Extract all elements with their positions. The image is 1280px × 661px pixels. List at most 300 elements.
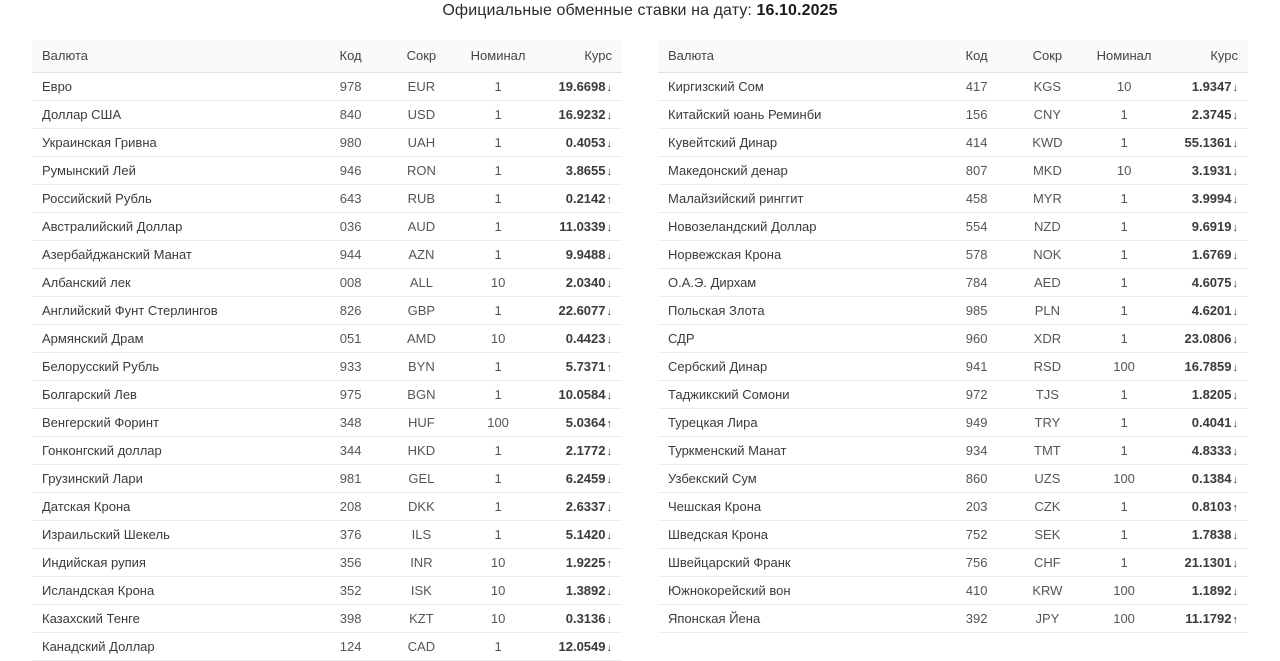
column-header-abbr[interactable]: Сокр	[386, 40, 457, 73]
cell-nominal: 1	[457, 353, 540, 381]
rate-value: 16.9232	[558, 107, 606, 122]
cell-rate	[1165, 465, 1248, 493]
cell-currency-code: 410	[941, 577, 1012, 605]
cell-rate	[539, 381, 622, 409]
arrow-down-icon: ↓	[1232, 222, 1238, 234]
cell-rate	[1165, 381, 1248, 409]
rate-value: 21.1301	[1184, 555, 1232, 570]
cell-currency-abbr: INR	[386, 549, 457, 577]
arrow-down-icon: ↓	[1232, 334, 1238, 346]
table-row[interactable]	[658, 73, 1248, 101]
arrow-down-icon: ↓	[1232, 586, 1238, 598]
cell-currency-code: 860	[941, 465, 1012, 493]
arrow-down-icon: ↓	[1232, 194, 1238, 206]
cell-rate	[539, 465, 622, 493]
cell-rate	[539, 549, 622, 577]
cell-currency-name: Польская Злота	[658, 297, 941, 325]
cell-currency-code: 417	[941, 73, 1012, 101]
cell-rate	[1165, 549, 1248, 577]
column-header-currency[interactable]: Валюта	[32, 40, 315, 73]
cell-currency-name: Малайзийский ринггит	[658, 185, 941, 213]
arrow-up-icon: ↑	[1232, 614, 1238, 626]
cell-rate	[539, 577, 622, 605]
rate-value: 1.9347	[1191, 79, 1232, 94]
arrow-down-icon: ↓	[606, 222, 612, 234]
cell-rate	[539, 241, 622, 269]
table-row[interactable]	[658, 605, 1248, 633]
cell-currency-name: Российский Рубль	[32, 185, 315, 213]
arrow-down-icon: ↓	[1232, 474, 1238, 486]
cell-nominal: 1	[457, 465, 540, 493]
arrow-down-icon: ↓	[606, 166, 612, 178]
cell-currency-code: 344	[315, 437, 386, 465]
cell-rate	[539, 73, 622, 101]
cell-currency-abbr: GEL	[386, 465, 457, 493]
cell-currency-name: Турецкая Лира	[658, 409, 941, 437]
rate-value: 10.0584	[558, 387, 606, 402]
cell-rate	[1165, 185, 1248, 213]
cell-currency-code: 946	[315, 157, 386, 185]
cell-currency-code: 208	[315, 493, 386, 521]
cell-nominal: 1	[1083, 101, 1166, 129]
cell-rate	[1165, 437, 1248, 465]
table-row[interactable]	[658, 185, 1248, 213]
rate-value: 12.0549	[558, 639, 606, 654]
cell-nominal: 1	[457, 521, 540, 549]
table-row[interactable]	[32, 549, 622, 577]
cell-currency-name: Венгерский Форинт	[32, 409, 315, 437]
cell-currency-name: Казахский Тенге	[32, 605, 315, 633]
cell-currency-abbr: TMT	[1012, 437, 1083, 465]
cell-currency-abbr: USD	[386, 101, 457, 129]
cell-currency-name: Китайский юань Реминби	[658, 101, 941, 129]
cell-currency-name: Новозеландский Доллар	[658, 213, 941, 241]
cell-nominal: 1	[1083, 437, 1166, 465]
rate-value: 0.2142	[565, 191, 606, 206]
cell-nominal: 1	[457, 157, 540, 185]
cell-currency-code: 980	[315, 129, 386, 157]
cell-nominal: 1	[457, 185, 540, 213]
rates-tables-container	[0, 40, 1280, 661]
arrow-down-icon: ↓	[606, 586, 612, 598]
arrow-down-icon: ↓	[606, 306, 612, 318]
table-row[interactable]	[658, 409, 1248, 437]
cell-rate	[539, 605, 622, 633]
table-row[interactable]	[658, 381, 1248, 409]
table-row[interactable]	[32, 381, 622, 409]
cell-currency-code: 985	[941, 297, 1012, 325]
arrow-down-icon: ↓	[606, 250, 612, 262]
cell-rate	[1165, 241, 1248, 269]
rate-value: 1.8205	[1191, 387, 1232, 402]
cell-currency-abbr: TJS	[1012, 381, 1083, 409]
cell-currency-abbr: MYR	[1012, 185, 1083, 213]
cell-currency-code: 398	[315, 605, 386, 633]
cell-currency-name: СДР	[658, 325, 941, 353]
cell-rate	[1165, 101, 1248, 129]
cell-currency-abbr: EUR	[386, 73, 457, 101]
cell-rate	[539, 493, 622, 521]
cell-nominal: 10	[457, 577, 540, 605]
cell-nominal: 1	[1083, 297, 1166, 325]
arrow-down-icon: ↓	[1232, 306, 1238, 318]
rate-value: 0.4041	[1191, 415, 1232, 430]
arrow-down-icon: ↓	[1232, 446, 1238, 458]
cell-currency-name: Доллар США	[32, 101, 315, 129]
cell-currency-name: Албанский лек	[32, 269, 315, 297]
cell-nominal: 1	[1083, 185, 1166, 213]
rate-value: 4.6075	[1191, 275, 1232, 290]
cell-rate	[539, 297, 622, 325]
table-row[interactable]	[658, 297, 1248, 325]
rate-value: 0.8103	[1191, 499, 1232, 514]
cell-currency-abbr: AUD	[386, 213, 457, 241]
table-row[interactable]	[32, 633, 622, 661]
cell-currency-name: Израильский Шекель	[32, 521, 315, 549]
cell-currency-abbr: HUF	[386, 409, 457, 437]
cell-currency-name: Гонконгский доллар	[32, 437, 315, 465]
cell-nominal: 1	[1083, 493, 1166, 521]
rate-value: 1.6769	[1191, 247, 1232, 262]
cell-currency-code: 458	[941, 185, 1012, 213]
cell-rate	[539, 213, 622, 241]
rate-value: 19.6698	[558, 79, 606, 94]
table-row[interactable]	[658, 521, 1248, 549]
rate-value: 2.3745	[1191, 107, 1232, 122]
table-row[interactable]	[32, 269, 622, 297]
cell-currency-name: Киргизский Сом	[658, 73, 941, 101]
arrow-down-icon: ↓	[1232, 110, 1238, 122]
arrow-down-icon: ↓	[606, 82, 612, 94]
column-header-abbr[interactable]: Сокр	[1012, 40, 1083, 73]
table-row[interactable]	[658, 241, 1248, 269]
table-row[interactable]	[32, 73, 622, 101]
arrow-down-icon: ↓	[1232, 138, 1238, 150]
cell-rate	[539, 409, 622, 437]
rate-value: 9.9488	[565, 247, 606, 262]
cell-currency-code: 036	[315, 213, 386, 241]
rate-value: 22.6077	[558, 303, 606, 318]
cell-nominal: 100	[1083, 577, 1166, 605]
cell-currency-abbr: KWD	[1012, 129, 1083, 157]
rate-value: 11.1792	[1185, 611, 1232, 626]
rate-value: 23.0806	[1184, 331, 1232, 346]
table-row[interactable]	[32, 521, 622, 549]
cell-currency-abbr: CZK	[1012, 493, 1083, 521]
column-header-code[interactable]: Код	[315, 40, 386, 73]
table-row[interactable]	[32, 409, 622, 437]
cell-currency-code: 156	[941, 101, 1012, 129]
cell-currency-name: Индийская рупия	[32, 549, 315, 577]
cell-nominal: 1	[1083, 325, 1166, 353]
cell-currency-abbr: AZN	[386, 241, 457, 269]
table-row[interactable]	[658, 101, 1248, 129]
cell-currency-name: Румынский Лей	[32, 157, 315, 185]
column-header-nominal[interactable]: Номинал	[457, 40, 540, 73]
column-header-currency[interactable]: Валюта	[658, 40, 941, 73]
cell-rate	[1165, 269, 1248, 297]
cell-nominal: 100	[1083, 465, 1166, 493]
cell-currency-name: Таджикский Сомони	[658, 381, 941, 409]
table-row[interactable]	[658, 129, 1248, 157]
rate-value: 0.3136	[565, 611, 606, 626]
arrow-up-icon: ↑	[1232, 502, 1238, 514]
cell-currency-abbr: ILS	[386, 521, 457, 549]
cell-currency-abbr: BYN	[386, 353, 457, 381]
cell-currency-code: 578	[941, 241, 1012, 269]
table-row[interactable]	[658, 493, 1248, 521]
rate-value: 3.1931	[1191, 163, 1232, 178]
cell-currency-name: Евро	[32, 73, 315, 101]
rate-value: 0.4053	[565, 135, 606, 150]
arrow-down-icon: ↓	[606, 530, 612, 542]
table-row[interactable]	[32, 213, 622, 241]
table-row[interactable]	[32, 577, 622, 605]
cell-rate	[1165, 521, 1248, 549]
cell-nominal: 1	[1083, 241, 1166, 269]
rate-value: 0.1384	[1191, 471, 1232, 486]
cell-nominal: 10	[1083, 73, 1166, 101]
table-row[interactable]	[658, 325, 1248, 353]
cell-rate	[1165, 493, 1248, 521]
arrow-down-icon: ↓	[1232, 278, 1238, 290]
table-row[interactable]	[658, 353, 1248, 381]
cell-rate	[1165, 605, 1248, 633]
rates-table-right-wrapper	[658, 40, 1248, 661]
table-row[interactable]	[32, 325, 622, 353]
cell-currency-name: Норвежская Крона	[658, 241, 941, 269]
cell-currency-code: 414	[941, 129, 1012, 157]
page-title	[0, 0, 1280, 20]
cell-currency-abbr: NZD	[1012, 213, 1083, 241]
arrow-down-icon: ↓	[606, 138, 612, 150]
table-row[interactable]	[658, 577, 1248, 605]
table-row[interactable]	[32, 605, 622, 633]
column-header-rate[interactable]: Курс	[1165, 40, 1248, 73]
cell-rate	[1165, 129, 1248, 157]
cell-currency-name: Азербайджанский Манат	[32, 241, 315, 269]
cell-currency-name: Туркменский Манат	[658, 437, 941, 465]
cell-nominal: 1	[1083, 549, 1166, 577]
arrow-down-icon: ↓	[1232, 418, 1238, 430]
arrow-down-icon: ↓	[606, 446, 612, 458]
cell-currency-name: Австралийский Доллар	[32, 213, 315, 241]
table-row[interactable]	[32, 493, 622, 521]
cell-nominal: 10	[457, 549, 540, 577]
cell-nominal: 1	[1083, 129, 1166, 157]
cell-currency-name: Узбекский Сум	[658, 465, 941, 493]
cell-nominal: 1	[457, 381, 540, 409]
cell-rate	[1165, 73, 1248, 101]
arrow-down-icon: ↓	[1232, 82, 1238, 94]
cell-currency-name: Грузинский Лари	[32, 465, 315, 493]
cell-currency-abbr: KZT	[386, 605, 457, 633]
cell-currency-code: 972	[941, 381, 1012, 409]
cell-currency-abbr: UZS	[1012, 465, 1083, 493]
cell-currency-code: 934	[941, 437, 1012, 465]
cell-currency-code: 981	[315, 465, 386, 493]
rate-value: 3.8655	[565, 163, 606, 178]
table-row[interactable]	[32, 437, 622, 465]
arrow-up-icon: ↑	[606, 558, 612, 570]
cell-rate	[539, 521, 622, 549]
arrow-down-icon: ↓	[1232, 166, 1238, 178]
cell-currency-name: Македонский денар	[658, 157, 941, 185]
table-row[interactable]	[32, 101, 622, 129]
arrow-down-icon: ↓	[606, 502, 612, 514]
table-row[interactable]	[658, 157, 1248, 185]
cell-rate	[539, 437, 622, 465]
cell-currency-code: 352	[315, 577, 386, 605]
table-row[interactable]	[658, 437, 1248, 465]
table-header-row	[658, 40, 1248, 73]
cell-nominal: 10	[457, 325, 540, 353]
page-title-text: Официальные обменные ставки на дату:	[442, 2, 752, 19]
cell-currency-code: 392	[941, 605, 1012, 633]
table-row[interactable]	[658, 549, 1248, 577]
cell-currency-abbr: RUB	[386, 185, 457, 213]
table-row[interactable]	[32, 353, 622, 381]
cell-currency-code: 807	[941, 157, 1012, 185]
cell-currency-abbr: AED	[1012, 269, 1083, 297]
cell-currency-code: 376	[315, 521, 386, 549]
cell-rate	[1165, 409, 1248, 437]
cell-rate	[539, 325, 622, 353]
table-row[interactable]	[658, 465, 1248, 493]
cell-currency-name: Датская Крона	[32, 493, 315, 521]
column-header-nominal[interactable]: Номинал	[1083, 40, 1166, 73]
cell-rate	[1165, 325, 1248, 353]
cell-nominal: 1	[457, 129, 540, 157]
cell-nominal: 100	[1083, 353, 1166, 381]
cell-currency-abbr: JPY	[1012, 605, 1083, 633]
arrow-down-icon: ↓	[606, 474, 612, 486]
table-row[interactable]	[32, 157, 622, 185]
arrow-down-icon: ↓	[1232, 558, 1238, 570]
cell-currency-name: Южнокорейский вон	[658, 577, 941, 605]
table-row[interactable]	[658, 269, 1248, 297]
cell-currency-name: Японская Йена	[658, 605, 941, 633]
cell-currency-code: 124	[315, 633, 386, 661]
cell-currency-abbr: KGS	[1012, 73, 1083, 101]
rates-table-right-body	[658, 73, 1248, 633]
cell-nominal: 1	[457, 73, 540, 101]
cell-currency-name: Швейцарский Франк	[658, 549, 941, 577]
cell-currency-name: Сербский Динар	[658, 353, 941, 381]
arrow-up-icon: ↑	[606, 418, 612, 430]
arrow-down-icon: ↓	[606, 614, 612, 626]
arrow-down-icon: ↓	[606, 278, 612, 290]
cell-currency-name: Английский Фунт Стерлингов	[32, 297, 315, 325]
cell-currency-code: 752	[941, 521, 1012, 549]
cell-nominal: 1	[1083, 521, 1166, 549]
page-title-date: 16.10.2025	[756, 2, 838, 19]
arrow-down-icon: ↓	[606, 334, 612, 346]
cell-currency-name: Канадский Доллар	[32, 633, 315, 661]
cell-currency-code: 356	[315, 549, 386, 577]
cell-currency-code: 203	[941, 493, 1012, 521]
table-row[interactable]	[32, 185, 622, 213]
arrow-down-icon: ↓	[1232, 530, 1238, 542]
cell-nominal: 1	[457, 241, 540, 269]
table-row[interactable]	[32, 129, 622, 157]
cell-nominal: 1	[457, 101, 540, 129]
arrow-down-icon: ↓	[606, 390, 612, 402]
cell-rate	[1165, 157, 1248, 185]
cell-currency-code: 784	[941, 269, 1012, 297]
cell-rate	[539, 633, 622, 661]
cell-currency-code: 051	[315, 325, 386, 353]
rates-table-right	[658, 40, 1248, 633]
cell-currency-code: 978	[315, 73, 386, 101]
cell-currency-abbr: BGN	[386, 381, 457, 409]
cell-currency-code: 941	[941, 353, 1012, 381]
cell-nominal: 10	[1083, 157, 1166, 185]
cell-rate	[539, 129, 622, 157]
cell-currency-code: 933	[315, 353, 386, 381]
cell-currency-code: 975	[315, 381, 386, 409]
rate-value: 1.9225	[565, 555, 606, 570]
arrow-up-icon: ↑	[606, 362, 612, 374]
table-row[interactable]	[32, 297, 622, 325]
cell-rate	[539, 353, 622, 381]
rate-value: 5.7371	[565, 359, 606, 374]
cell-currency-code: 554	[941, 213, 1012, 241]
cell-currency-code: 960	[941, 325, 1012, 353]
cell-currency-name: Украинская Гривна	[32, 129, 315, 157]
cell-currency-code: 944	[315, 241, 386, 269]
cell-currency-name: Болгарский Лев	[32, 381, 315, 409]
cell-nominal: 1	[1083, 409, 1166, 437]
cell-currency-abbr: SEK	[1012, 521, 1083, 549]
cell-currency-name: Шведская Крона	[658, 521, 941, 549]
rates-table-left	[32, 40, 622, 661]
table-header-row	[32, 40, 622, 73]
table-row[interactable]	[32, 465, 622, 493]
rate-value: 0.4423	[565, 331, 606, 346]
arrow-down-icon: ↓	[1232, 250, 1238, 262]
cell-currency-abbr: HKD	[386, 437, 457, 465]
cell-currency-abbr: NOK	[1012, 241, 1083, 269]
rate-value: 16.7859	[1184, 359, 1232, 374]
cell-currency-code: 756	[941, 549, 1012, 577]
cell-currency-abbr: UAH	[386, 129, 457, 157]
cell-currency-name: О.А.Э. Дирхам	[658, 269, 941, 297]
cell-nominal: 1	[1083, 381, 1166, 409]
cell-currency-abbr: AMD	[386, 325, 457, 353]
table-row[interactable]	[658, 213, 1248, 241]
cell-currency-abbr: GBP	[386, 297, 457, 325]
rate-value: 11.0339	[559, 219, 606, 234]
cell-currency-abbr: CAD	[386, 633, 457, 661]
cell-nominal: 100	[457, 409, 540, 437]
rate-value: 4.6201	[1191, 303, 1232, 318]
table-row[interactable]	[32, 241, 622, 269]
rate-value: 5.0364	[565, 415, 606, 430]
cell-currency-abbr: PLN	[1012, 297, 1083, 325]
cell-rate	[539, 101, 622, 129]
arrow-up-icon: ↑	[606, 194, 612, 206]
cell-currency-code: 008	[315, 269, 386, 297]
rate-value: 1.3892	[565, 583, 606, 598]
cell-currency-abbr: XDR	[1012, 325, 1083, 353]
column-header-code[interactable]: Код	[941, 40, 1012, 73]
column-header-rate[interactable]: Курс	[539, 40, 622, 73]
cell-currency-name: Исландская Крона	[32, 577, 315, 605]
cell-nominal: 1	[1083, 269, 1166, 297]
cell-currency-code: 826	[315, 297, 386, 325]
cell-nominal: 10	[457, 269, 540, 297]
